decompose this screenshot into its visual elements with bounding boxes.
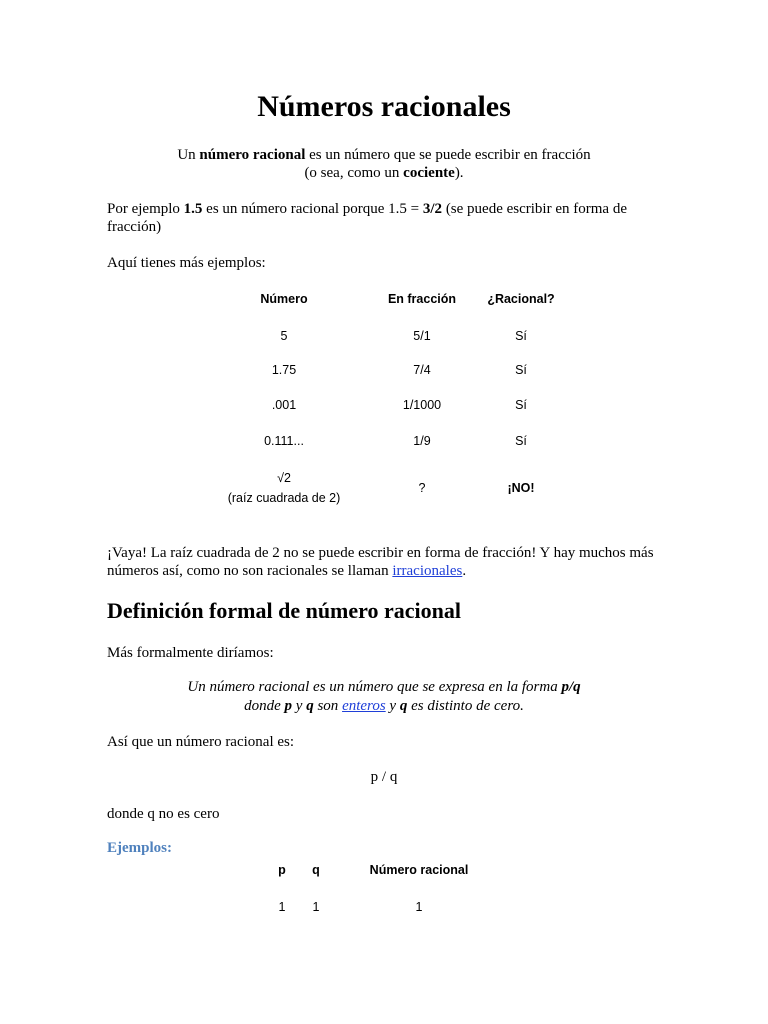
example-bold: 3/2 <box>422 201 443 217</box>
page-title: Números racionales <box>257 90 511 123</box>
example-text: (se puede escribir en forma de fracción) <box>107 201 627 235</box>
table-cell: 5/1 <box>413 329 431 343</box>
definition-bold: p <box>284 698 293 714</box>
definition-line-2 <box>0 697 768 716</box>
formal-definition <box>0 678 768 716</box>
intro-text: (o sea, como un <box>304 165 404 181</box>
intro-text: es un número que se puede escribir en fracción <box>305 147 591 163</box>
irracionales-link[interactable]: irracionales <box>392 563 463 579</box>
so-text: Así que un número racional es: <box>107 734 295 750</box>
intro-bold-term: número racional <box>199 147 306 163</box>
definition-text: es distinto de cero. <box>407 698 524 714</box>
formula: p / q <box>370 769 398 785</box>
table-cell: ¡NO! <box>507 481 535 495</box>
definition-line-1 <box>0 678 768 697</box>
section-heading: Definición formal de número racional <box>107 598 461 623</box>
enteros-link[interactable]: enteros <box>342 698 386 714</box>
table-header: ¿Racional? <box>487 292 555 306</box>
example-text: es un número racional porque 1.5 = <box>202 201 423 217</box>
example-text: Por ejemplo <box>107 201 184 217</box>
more-examples-text: Aquí tienes más ejemplos: <box>107 255 266 271</box>
table-cell: .001 <box>271 398 297 412</box>
condition-text: donde q no es cero <box>107 806 220 822</box>
examples-heading: Ejemplos: <box>107 840 172 856</box>
table-cell-note: (raíz cuadrada de 2) <box>227 491 341 505</box>
table-cell: √2 <box>277 471 291 485</box>
definition-text: son <box>313 698 343 714</box>
irrational-text: . <box>462 563 467 579</box>
table-cell: Sí <box>515 434 527 448</box>
table-header: q <box>312 863 320 877</box>
intro-line-1 <box>0 146 768 164</box>
table-cell: 1 <box>278 900 286 914</box>
intro-bold-term: cociente <box>403 165 455 181</box>
definition-text: donde <box>244 698 285 714</box>
definition-text: y <box>385 698 400 714</box>
table-header: Número <box>260 292 308 306</box>
intro-line-2 <box>0 164 768 182</box>
table-cell: ? <box>418 481 426 495</box>
intro-text: Un <box>177 147 200 163</box>
table-header: En fracción <box>387 292 457 306</box>
formal-intro-text: Más formalmente diríamos: <box>107 645 274 661</box>
table-cell: 1/9 <box>413 434 431 448</box>
table-cell: 1 <box>312 900 320 914</box>
table-cell: 7/4 <box>413 363 431 377</box>
intro-paragraph <box>0 146 768 182</box>
definition-text: y <box>292 698 307 714</box>
example-paragraph <box>107 200 667 236</box>
definition-bold: q <box>306 698 314 714</box>
table-header: p <box>278 863 286 877</box>
table-cell: Sí <box>515 329 527 343</box>
definition-bold: p/q <box>561 679 581 695</box>
table-cell: 0.111... <box>264 434 304 448</box>
definition-bold: q <box>399 698 408 714</box>
table-cell: 1 <box>415 900 423 914</box>
table-cell: 1.75 <box>271 363 297 377</box>
table-header: Número racional <box>369 863 469 877</box>
table-cell: Sí <box>515 363 527 377</box>
table-cell: Sí <box>515 398 527 412</box>
table-cell: 5 <box>280 329 288 343</box>
example-bold: 1.5 <box>183 201 203 217</box>
irrational-text: ¡Vaya! La raíz cuadrada de 2 no se puede escribir en forma de fracción! Y hay muchos más números así, como no son racionales se llaman <box>107 545 654 579</box>
irrational-paragraph <box>107 544 667 580</box>
definition-text: Un número racional es un número que se expresa en la forma <box>187 679 562 695</box>
intro-text: ). <box>454 165 464 181</box>
table-cell: 1/1000 <box>402 398 442 412</box>
